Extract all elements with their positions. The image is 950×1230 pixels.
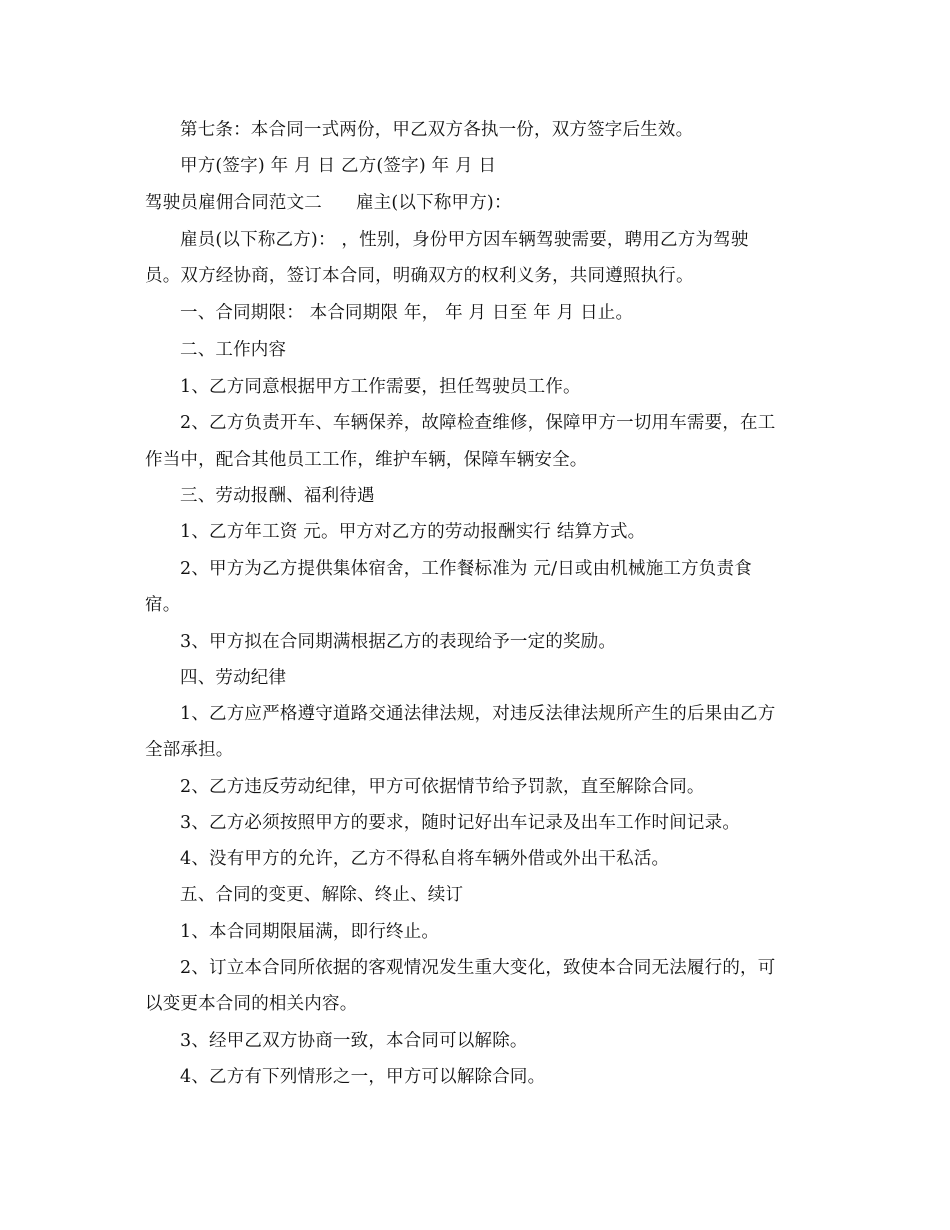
section-2-item-2-line-1: 2、乙方负责开车、车辆保养，故障检查维修，保障甲方一切用车需要，在工 <box>180 413 776 433</box>
signature-line: 甲方(签字) 年 月 日 乙方(签字) 年 月 日 <box>180 156 497 176</box>
section-4-item-1-line-1: 1、乙方应严格遵守道路交通法律法规，对违反法律法规所产生的后果由乙方 <box>180 704 776 724</box>
employee-paragraph-line-2: 员。双方经协商，签订本合同，明确双方的权利义务，共同遵照执行。 <box>145 266 694 286</box>
section-5-heading: 五、合同的变更、解除、终止、续订 <box>180 885 464 905</box>
section-5-item-3: 3、经甲乙双方协商一致，本合同可以解除。 <box>180 1031 528 1051</box>
section-4-item-1-line-2: 全部承担。 <box>145 740 234 760</box>
section-2-heading: 二、工作内容 <box>180 340 287 360</box>
section-3-item-1: 1、乙方年工资 元。甲方对乙方的劳动报酬实行 结算方式。 <box>180 522 646 542</box>
section-4-item-2: 2、乙方违反劳动纪律，甲方可依据情节给予罚款，直至解除合同。 <box>180 777 705 797</box>
section-1-heading: 一、合同期限： 本合同期限 年， 年 月 日至 年 月 日止。 <box>180 303 634 323</box>
section-4-item-3: 3、乙方必须按照甲方的要求，随时记好出车记录及出车工作时间记录。 <box>180 813 741 833</box>
section-2-item-1: 1、乙方同意根据甲方工作需要，担任驾驶员工作。 <box>180 377 581 397</box>
section-4-item-4: 4、没有甲方的允许，乙方不得私自将车辆外借或外出干私活。 <box>180 849 670 869</box>
employee-paragraph-line-1: 雇员(以下称乙方)： ，性别，身份甲方因车辆驾驶需要，聘用乙方为驾驶 <box>180 230 749 250</box>
section-5-item-2-line-1: 2、订立本合同所依据的客观情况发生重大变化，致使本合同无法履行的，可 <box>180 958 776 978</box>
section-2-item-2-line-2: 作当中，配合其他员工工作，维护车辆，保障车辆安全。 <box>145 450 588 470</box>
section-title-line <box>145 191 512 215</box>
section-3-heading: 三、劳动报酬、福利待遇 <box>180 486 375 506</box>
clause-seven: 第七条：本合同一式两份，甲乙双方各执一份，双方签字后生效。 <box>180 120 694 140</box>
section-5-item-4: 4、乙方有下列情形之一，甲方可以解除合同。 <box>180 1067 546 1087</box>
section-4-heading: 四、劳动纪律 <box>180 668 287 688</box>
section-5-item-2-line-2: 以变更本合同的相关内容。 <box>145 994 358 1014</box>
section-3-item-2-line-1: 2、甲方为乙方提供集体宿舍，工作餐标准为 元/日或由机械施工方负责食 <box>180 559 752 579</box>
contract-title: 驾驶员雇佣合同范文二 <box>145 193 322 213</box>
section-3-item-3: 3、甲方拟在合同期满根据乙方的表现给予一定的奖励。 <box>180 632 617 652</box>
employer-label: 雇主(以下称甲方)： <box>356 193 512 213</box>
section-3-item-2-line-2: 宿。 <box>145 595 181 615</box>
section-5-item-1: 1、本合同期限届满，即行终止。 <box>180 922 440 942</box>
